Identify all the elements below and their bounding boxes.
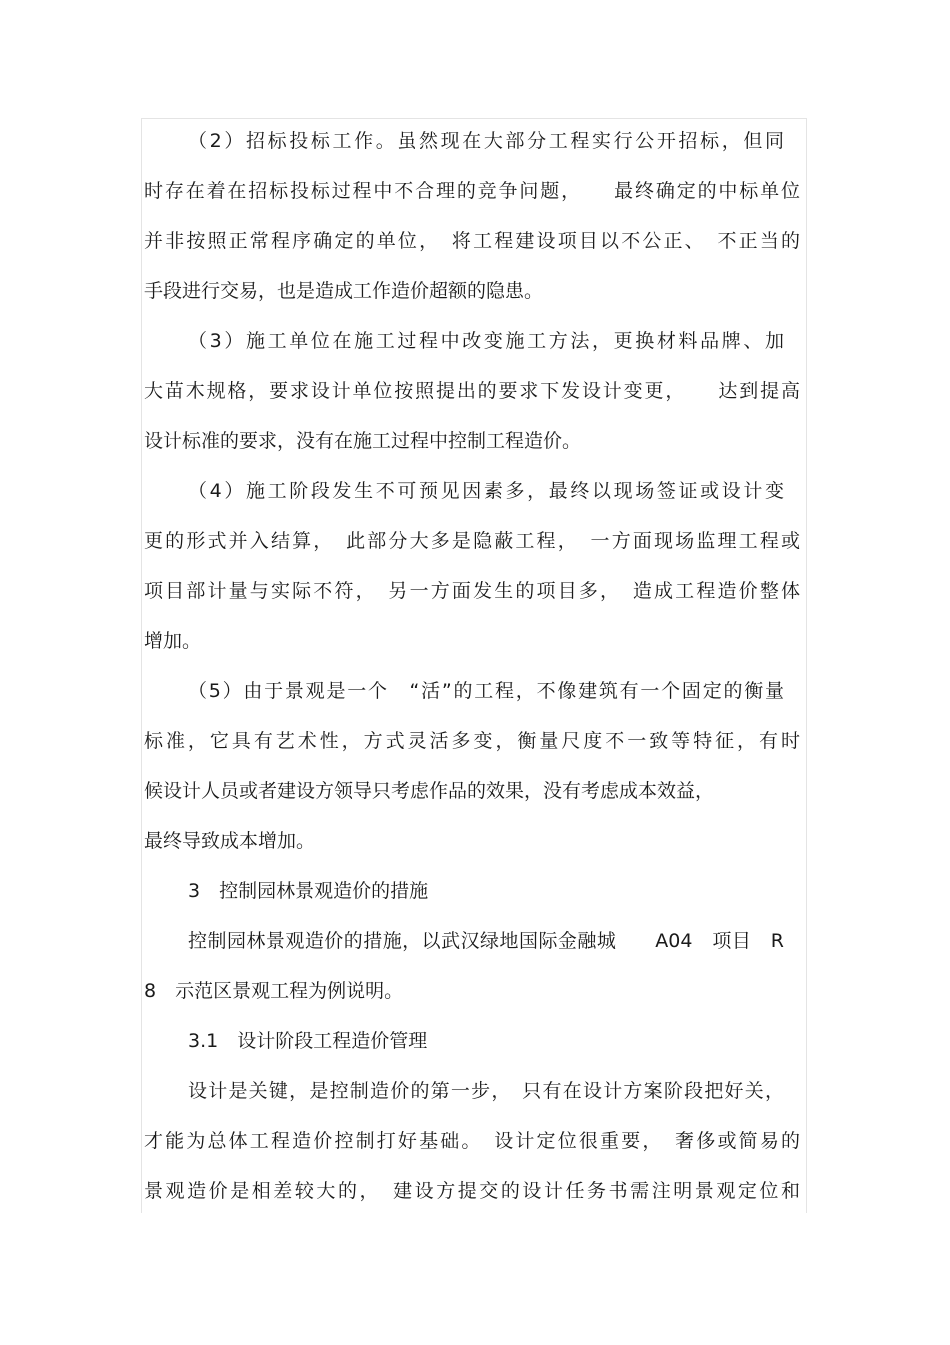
- text-line: 增加。: [144, 630, 202, 652]
- text-line: 景观造价是相差较大的， 建设方提交的设计任务书需注明景观定位和: [144, 1180, 800, 1202]
- section-heading: 3 控制园林景观造价的措施: [188, 880, 429, 902]
- text-line: （3）施工单位在施工过程中改变施工方法，更换材料品牌、加: [188, 330, 784, 352]
- text-line: 手段进行交易，也是造成工作造价超额的隐患。: [144, 280, 544, 302]
- text-line: 候设计人员或者建设方领导只考虑作品的效果，没有考虑成本效益，: [144, 780, 715, 802]
- text-line: 并非按照正常程序确定的单位， 将工程建设项目以不公正、 不正当的: [144, 230, 800, 252]
- text-line: 控制园林景观造价的措施，以武汉绿地国际金融城 A04 项目 R: [188, 930, 784, 952]
- text-line: 8 示范区景观工程为例说明。: [144, 980, 404, 1002]
- text-line: （2）招标投标工作。虽然现在大部分工程实行公开招标，但同: [188, 130, 784, 152]
- text-line: 标准，它具有艺术性，方式灵活多变，衡量尺度不一致等特征，有时: [144, 730, 800, 752]
- text-line: （5）由于景观是一个 “活”的工程，不像建筑有一个固定的衡量: [188, 680, 784, 702]
- text-line: 才能为总体工程造价控制打好基础。 设计定位很重要， 奢侈或简易的: [144, 1130, 800, 1152]
- subsection-heading: 3.1 设计阶段工程造价管理: [188, 1030, 428, 1052]
- text-line: 大苗木规格，要求设计单位按照提出的要求下发设计变更， 达到提高: [144, 380, 800, 402]
- text-line: 设计标准的要求，没有在施工过程中控制工程造价。: [144, 430, 582, 452]
- text-line: 更的形式并入结算， 此部分大多是隐蔽工程， 一方面现场监理工程或: [144, 530, 800, 552]
- text-line: 设计是关键，是控制造价的第一步， 只有在设计方案阶段把好关，: [188, 1080, 784, 1102]
- text-line: 项目部计量与实际不符， 另一方面发生的项目多， 造成工程造价整体: [144, 580, 800, 602]
- text-line: （4）施工阶段发生不可预见因素多，最终以现场签证或设计变: [188, 480, 784, 502]
- text-line: 时存在着在招标投标过程中不合理的竞争问题， 最终确定的中标单位: [144, 180, 800, 202]
- text-line: 最终导致成本增加。: [144, 830, 316, 852]
- document-body: [144, 116, 804, 1216]
